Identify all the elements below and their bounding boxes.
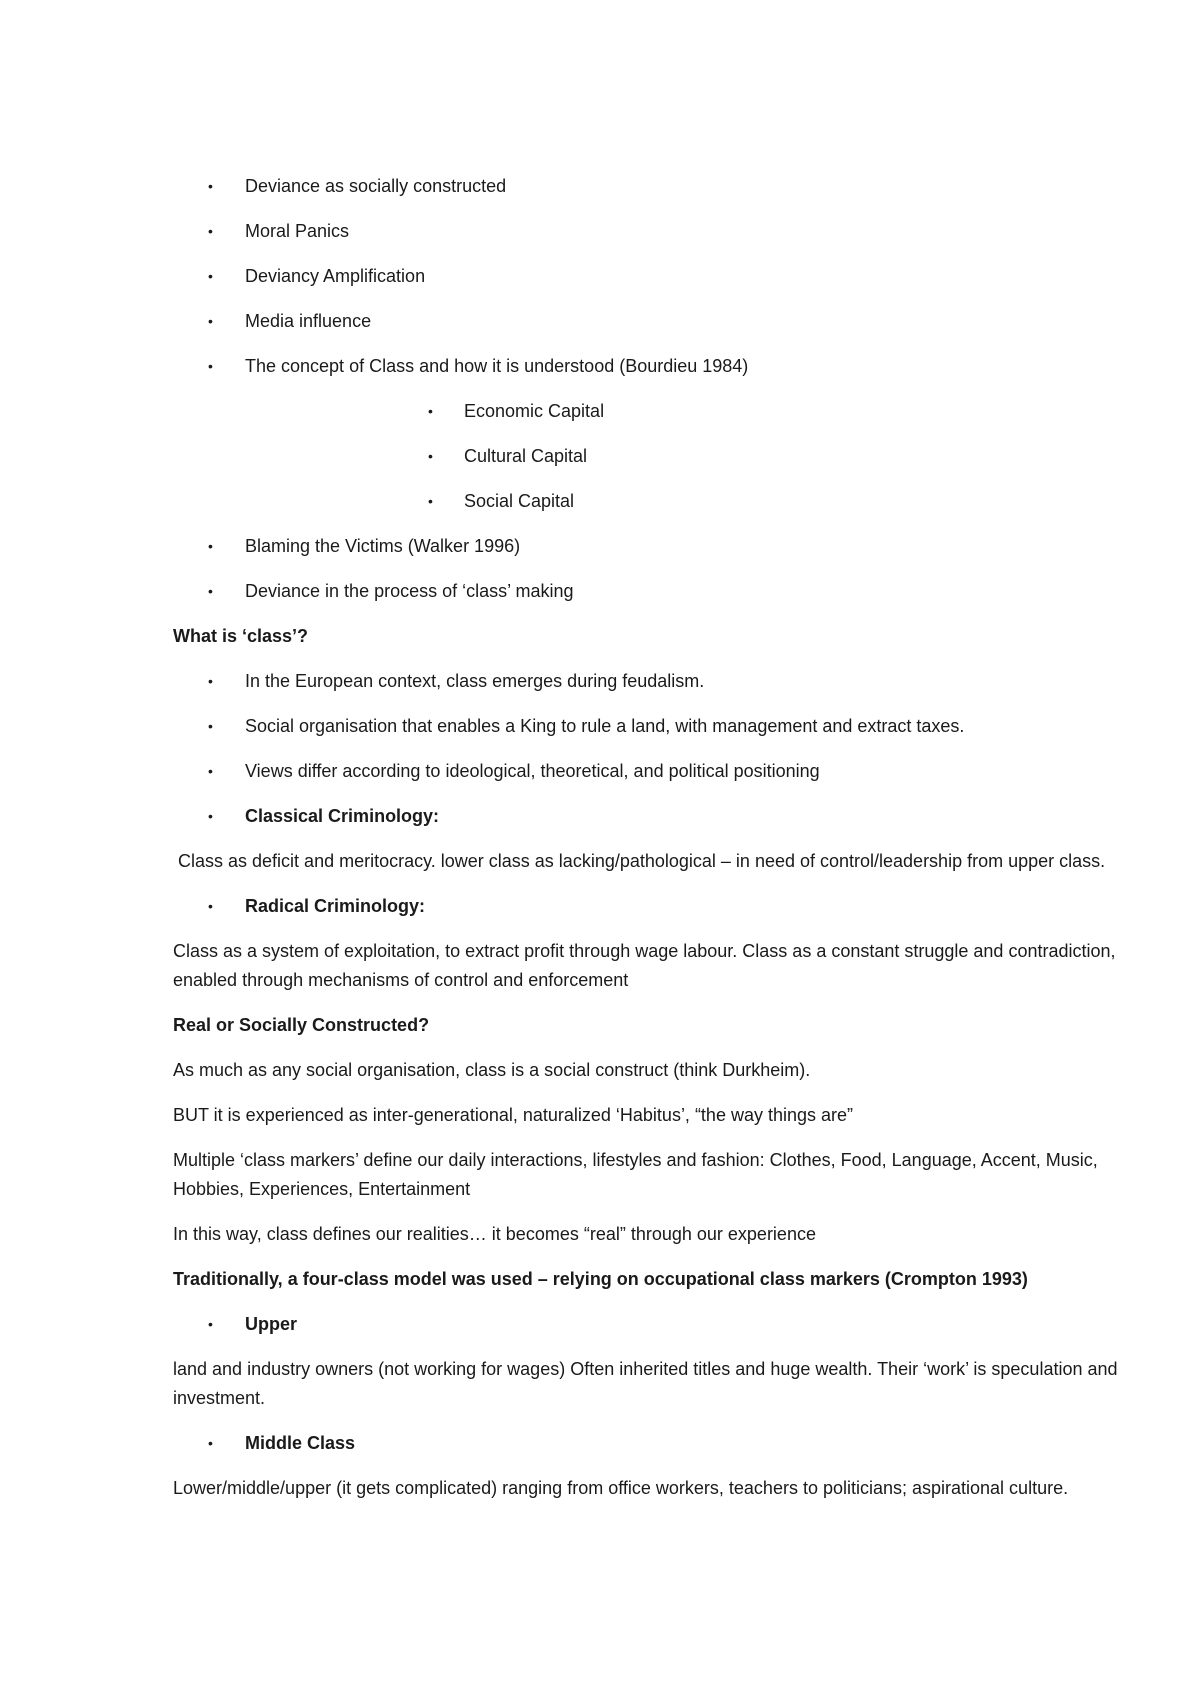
list-item — [173, 757, 1133, 786]
bullet-icon: • — [208, 673, 213, 689]
upper-heading: Upper — [245, 1314, 298, 1334]
list-item — [173, 217, 1133, 246]
list-item — [173, 532, 1133, 561]
bullet-icon: • — [208, 583, 213, 599]
list-item-text: Blaming the Victims (Walker 1996) — [245, 536, 521, 556]
radical-criminology-text: Class as a system of exploitation, to extract profit through wage labour. Class as a constant struggle and contradiction, enabled through mechanisms of control and enforcement — [173, 941, 1116, 990]
list-item-text: Deviancy Amplification — [245, 266, 426, 286]
bullet-icon: • — [208, 178, 213, 194]
list-item-text: Deviance as socially constructed — [245, 176, 507, 196]
classical-criminology-heading: Classical Criminology: — [245, 806, 440, 826]
list-item — [173, 352, 1133, 381]
list-item-radical-criminology — [173, 892, 1133, 921]
list-item-middle-class — [173, 1429, 1133, 1458]
list-item-upper — [173, 1310, 1133, 1339]
bullet-icon: • — [208, 313, 213, 329]
list-item — [173, 712, 1133, 741]
sublist-item — [173, 487, 1133, 516]
bullet-icon: • — [208, 808, 213, 824]
bullet-icon: • — [428, 403, 433, 419]
bullet-icon: • — [208, 898, 213, 914]
radical-criminology-heading: Radical Criminology: — [245, 896, 426, 916]
section-heading-real-or-constructed: Real or Socially Constructed? — [173, 1015, 430, 1035]
sublist-item-text: Social Capital — [464, 491, 575, 511]
section-heading-what-is-class: What is ‘class’? — [173, 626, 309, 646]
list-item — [173, 667, 1133, 696]
sublist-item-text: Cultural Capital — [464, 446, 588, 466]
list-item — [173, 262, 1133, 291]
list-item-text: Media influence — [245, 311, 372, 331]
bullet-icon: • — [208, 223, 213, 239]
list-item-text: The concept of Class and how it is understood (Bourdieu 1984) — [245, 356, 749, 376]
middle-class-text: Lower/middle/upper (it gets complicated) ranging from office workers, teachers to politicians; aspirational culture. — [173, 1478, 1069, 1498]
sublist-item — [173, 397, 1133, 426]
list-item-text: Deviance in the process of ‘class’ making — [245, 581, 574, 601]
bullet-icon: • — [428, 493, 433, 509]
list-item — [173, 577, 1133, 606]
paragraph-social-construct: As much as any social organisation, class is a social construct (think Durkheim). — [173, 1060, 811, 1080]
bullet-icon: • — [208, 358, 213, 374]
document-body — [173, 172, 1133, 1519]
section-heading-four-class-model: Traditionally, a four-class model was used – relying on occupational class markers (Crompton 1993) — [173, 1269, 1028, 1289]
classical-criminology-text: Class as deficit and meritocracy. lower class as lacking/pathological – in need of control/leadership from upper class. — [173, 851, 1106, 871]
bullet-icon: • — [208, 1316, 213, 1332]
list-item-text: Views differ according to ideological, theoretical, and political positioning — [245, 761, 820, 781]
paragraph-class-markers: Multiple ‘class markers’ define our daily interactions, lifestyles and fashion: Clothes, Food, Language, Accent, Music, Hobbies, Experiences, Entertainment — [173, 1150, 1098, 1199]
sublist-item-text: Economic Capital — [464, 401, 605, 421]
paragraph-realities: In this way, class defines our realities… it becomes “real” through our experience — [173, 1224, 816, 1244]
list-item — [173, 307, 1133, 336]
bullet-icon: • — [208, 1435, 213, 1451]
bullet-icon: • — [428, 448, 433, 464]
list-item-text: Social organisation that enables a King to rule a land, with management and extract taxes. — [245, 716, 965, 736]
paragraph-habitus: BUT it is experienced as inter-generational, naturalized ‘Habitus’, “the way things are” — [173, 1105, 854, 1125]
bullet-icon: • — [208, 268, 213, 284]
bullet-icon: • — [208, 538, 213, 554]
bullet-icon: • — [208, 718, 213, 734]
sublist-item — [173, 442, 1133, 471]
bullet-icon: • — [208, 763, 213, 779]
list-item-text: Moral Panics — [245, 221, 350, 241]
list-item-classical-criminology — [173, 802, 1133, 831]
list-item — [173, 172, 1133, 201]
list-item-text: In the European context, class emerges during feudalism. — [245, 671, 705, 691]
middle-class-heading: Middle Class — [245, 1433, 356, 1453]
upper-text: land and industry owners (not working for wages) Often inherited titles and huge wealth. Their ‘work’ is speculation and investment. — [173, 1359, 1118, 1408]
